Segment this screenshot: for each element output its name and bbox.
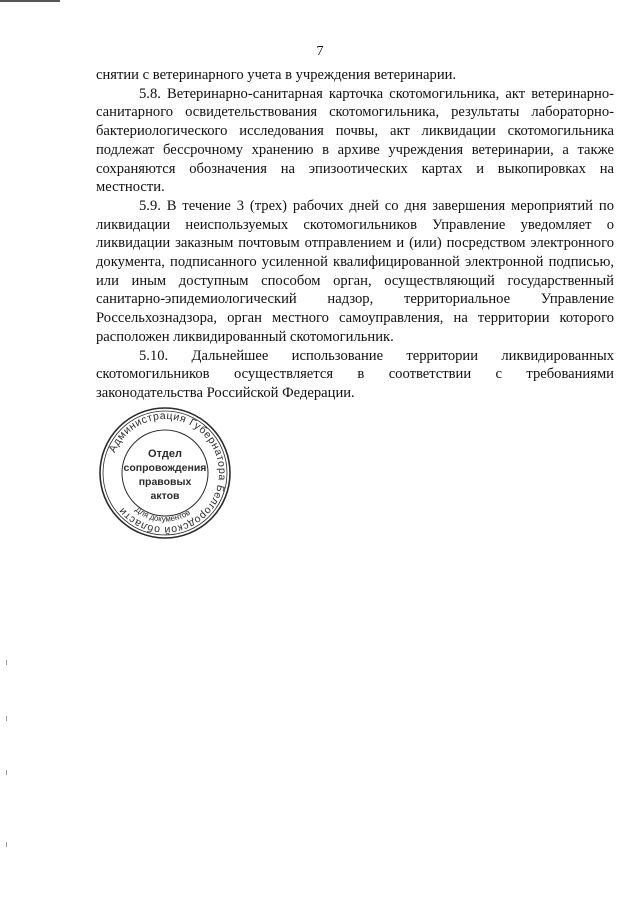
paragraph-5-8: 5.8. Ветеринарно-санитарная карточка скотомогильника, акт ветеринарно-санитарного освидетельствования скотомогильника, результаты лабораторно-бактериологического исследования почвы, акт ликвидации скотомогильника подлежат бессрочному хранению в архиве учреждения ветеринарии, а также сохраняются обозначения на эпизоотических картах и выкопировках на местности. <box>96 85 614 196</box>
svg-text:Для документов: Для документов <box>133 504 192 524</box>
scan-speck <box>6 770 7 775</box>
document-body <box>96 66 614 403</box>
svg-text:сопровождения: сопровождения <box>123 462 207 474</box>
paragraph-5-9: 5.9. В течение 3 (трех) рабочих дней со дня завершения мероприятий по ликвидации неиспользуемых скотомогильников Управление уведомляет о ликвидации заказным почтовым отправлением и (или) посредством электронного документа, подписанного усиленной квалифицированной электронной подписью, или иным доступным способом орган, осуществляющий государственный санитарно-эпидемиологический надзор, территориальное Управление Россельхознадзора, орган местного самоуправления, на территории которого расположен ликвидированный скотомогильник. <box>96 197 614 345</box>
scan-speck <box>6 842 7 847</box>
svg-text:Отдел: Отдел <box>148 448 182 460</box>
svg-text:Администрация Губернатора Белг: Администрация Губернатора Белгородской области <box>106 409 229 537</box>
official-stamp <box>97 405 233 541</box>
scan-speck <box>6 660 7 665</box>
page-number: 7 <box>316 44 324 59</box>
scan-edge-mark <box>0 0 60 2</box>
paragraph-continuation: снятии с ветеринарного учета в учреждения ветеринарии. <box>96 67 457 83</box>
svg-text:актов: актов <box>150 490 180 502</box>
stamp-seal-icon <box>97 405 233 541</box>
scan-speck <box>6 716 7 721</box>
paragraph-5-10: 5.10. Дальнейшее использование территории ликвидированных скотомогильников осуществляется в соответствии с требованиями законодательства Российской Федерации. <box>96 347 614 401</box>
svg-text:правовых: правовых <box>138 476 192 488</box>
